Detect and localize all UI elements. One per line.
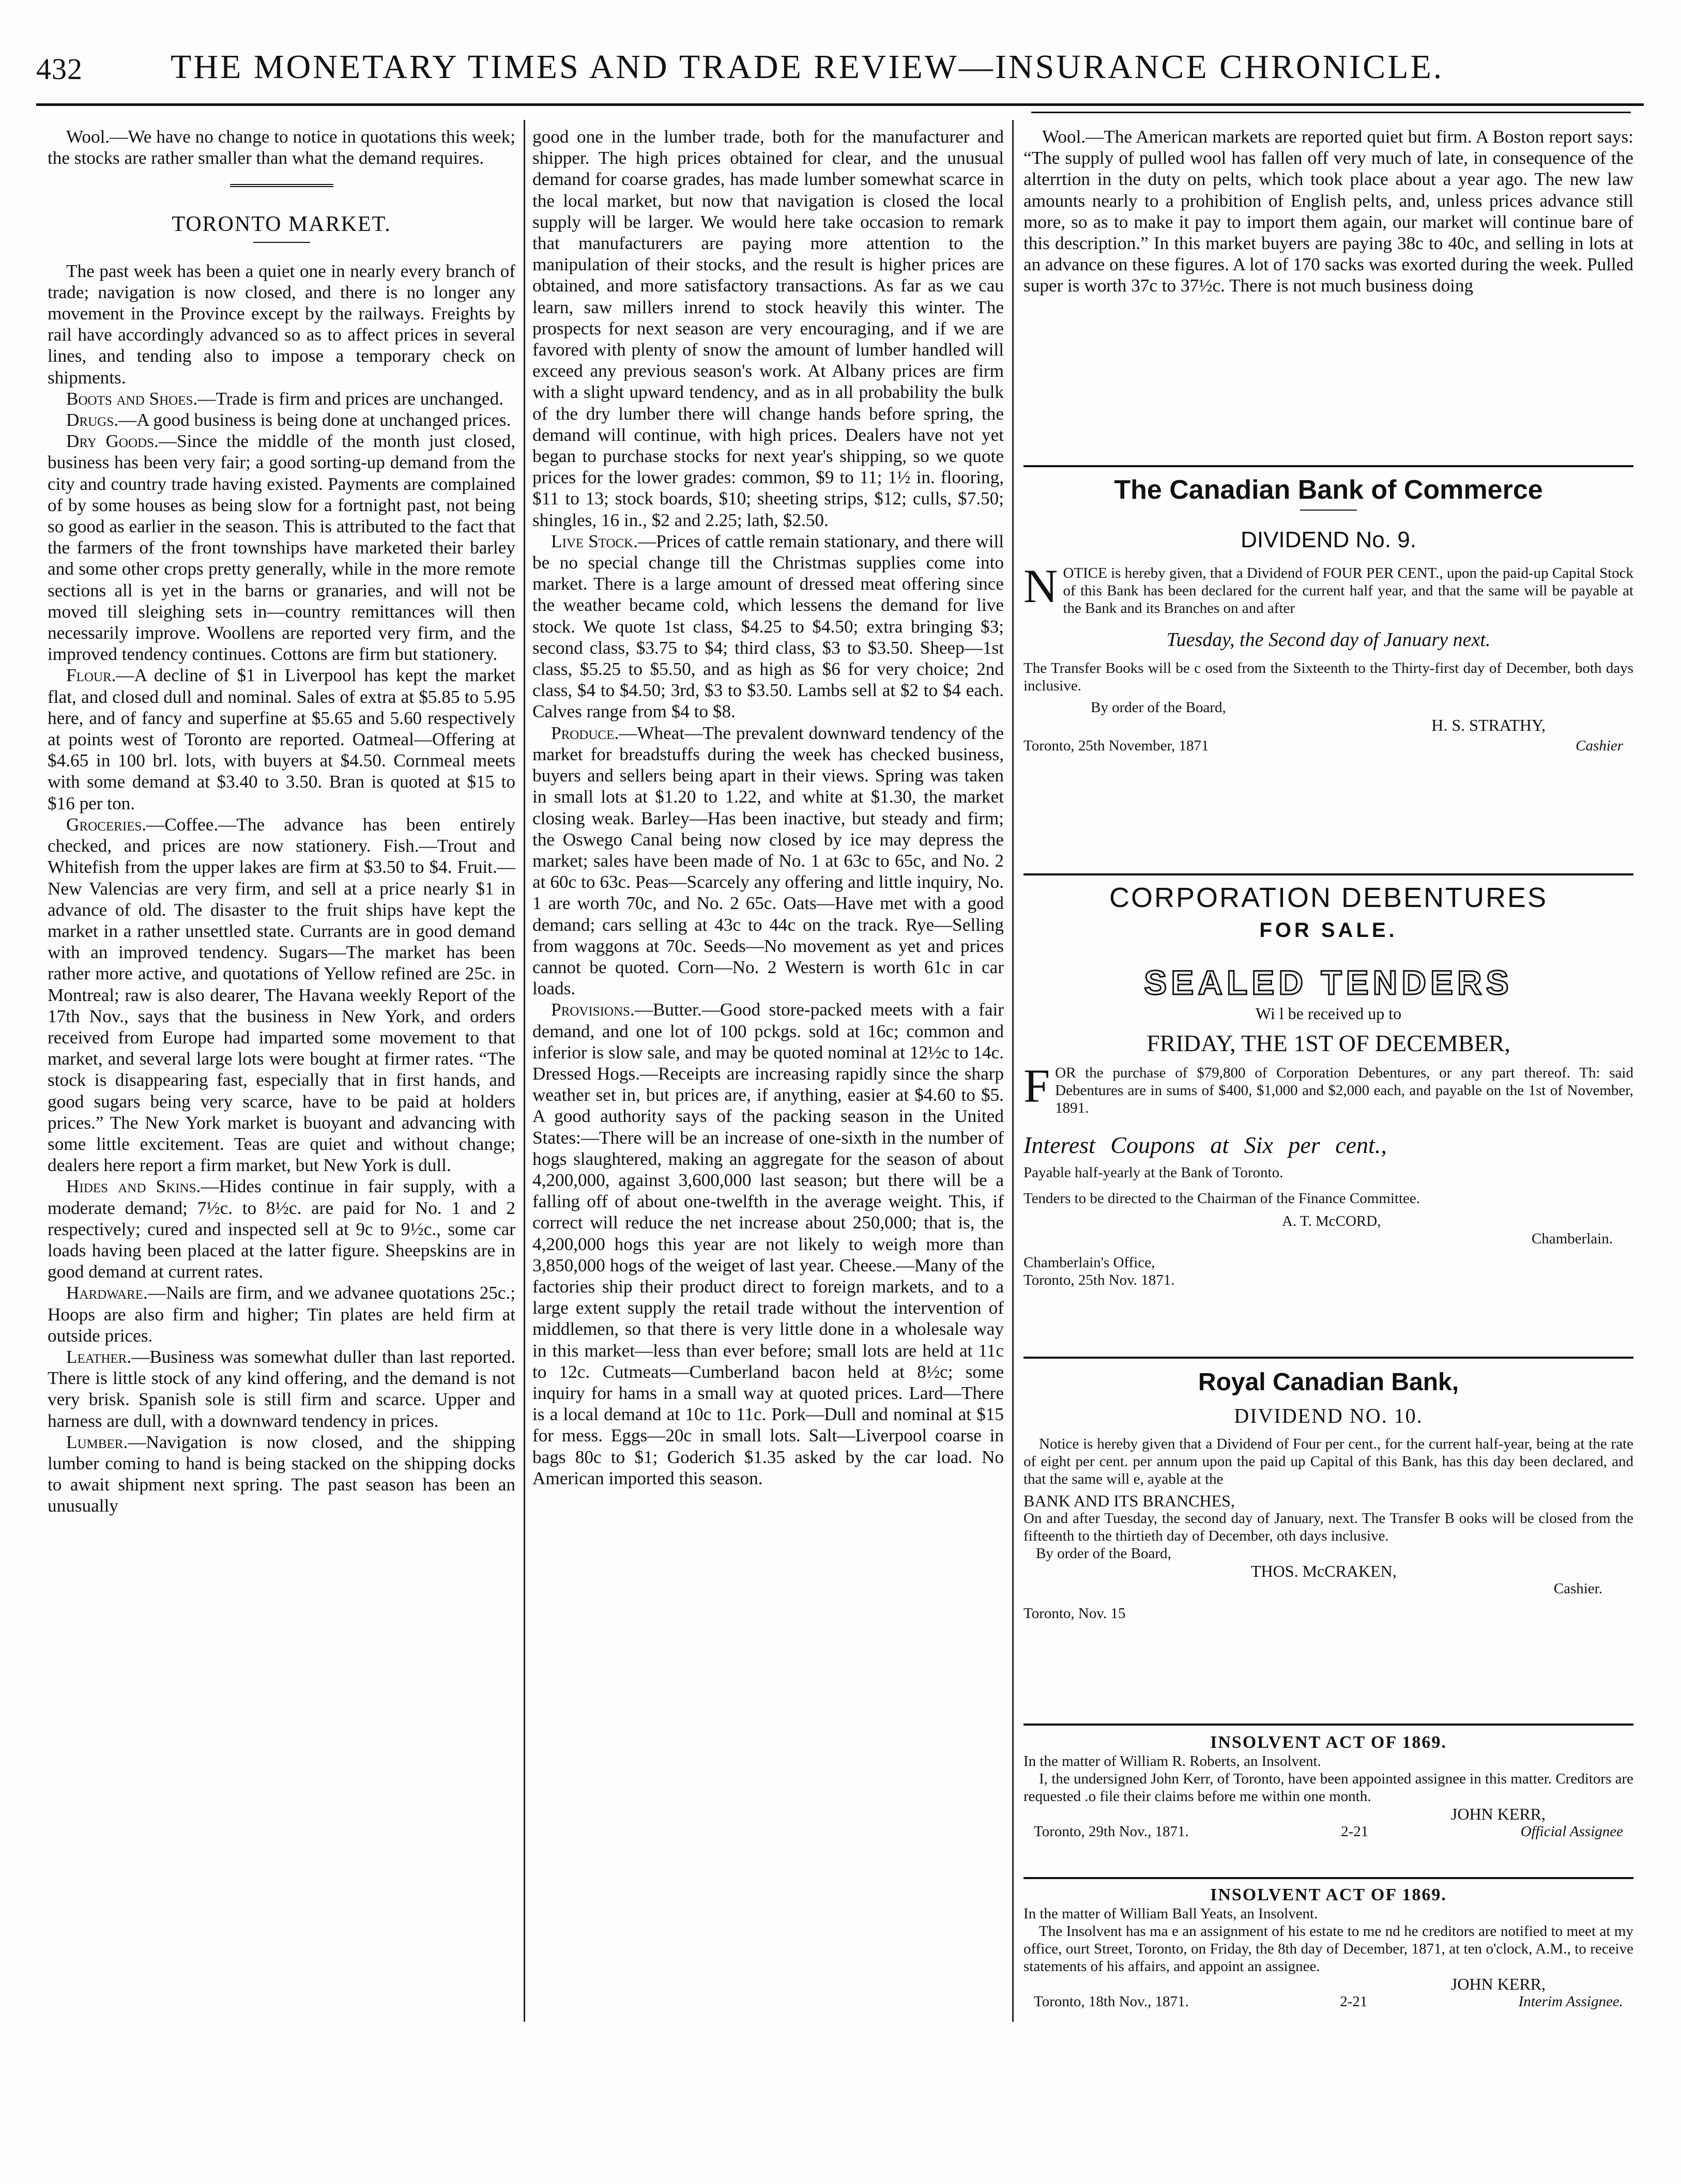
flour-paragraph: Flour.—A decline of $1 in Liverpool has kept the market flat, and closed dull and nominal. Sales of extra at $5.85 to 5.95 here, and of fancy and superfine at $5.65 and 5.60 respectively at points west of Toronto are reported. Oatmeal—Offering at $4.65 in 100 brl. lots, with buyers at $4.50. Cornmeal meets with some demand at $3.40 to 3.50. Bran is quoted at $15 to $16 per ton.	[48, 665, 515, 813]
live-stock-heading: Live Stock.	[551, 531, 638, 551]
lumber-paragraph: Lumber.—Navigation is now closed, and the shipping lumber coming to hand is being stacked on the shipping docks to await shipment next spring. The past season has been an unusually	[48, 1432, 515, 1516]
ad-royal-canadian-bank	[1023, 1357, 1633, 1622]
ad-footer	[1023, 737, 1633, 755]
provisions-paragraph: Provisions.—Butter.—Good store-packed meets with a fair demand, and one lot of 100 pckgs. sold at 16c; common and inferior is slow sale, and may be quoted nominal at 12½c to 14c. Dressed Hogs.—Receipts are increasing rapidly since the sharp weather set in, but prices are, if anything, easier at $4.60 to $5. A good authority says of the packing season in the United States:—There will be an increase of one-sixth in the number of hogs slaughtered, making an aggregate for the season of about 4,200,000, against 3,600,000 last season; but there will be a falling off of about one-twelfth in the average weight. This, if correct will reduce the net increase about 250,000; that is, the 4,200,000 hogs this year are not likely to weigh more than 3,850,000 hogs of the weiget of last year. Cheese.—Many of the factories ship their product direct to foreign markets, and to a large extent supply the retail trade without the intervention of middlemen, so that there is very little done in a wholesale way in this market—less than ever before; small lots are held at 11c to 12c. Cutmeats—Cumberland bacon held at 8½c; some inquiry for hams in a small way at quoted prices. Lard—There is a local demand at 10c to 11c. Pork—Dull and nominal at $15 for mess. Eggs—20c in small lots. Salt—Liverpool coarse in bags 80c to $1; Goderich $1.35 asked by the car load. No American imported this season.	[532, 999, 1004, 1488]
ad-place: Toronto, 29th Nov., 1871.	[1034, 1823, 1189, 1840]
flour-heading: Flour.	[66, 665, 116, 686]
ad-office: Chamberlain's Office,	[1023, 1254, 1155, 1271]
ad-body: FOR the purchase of $79,800 of Corporation Debentures, or any part thereof. Th: said Debentures are in sums of $400, $1,000 and $2,000 each, and payable on the 1st of November, 1891.	[1023, 1059, 1633, 1116]
ad-dividend: DIVIDEND No. 9.	[1241, 527, 1416, 552]
ad-deadline: FRIDAY, THE 1ST OF DECEMBER,	[1147, 1030, 1510, 1056]
ad-top-rule	[1023, 465, 1633, 467]
column-1	[48, 126, 515, 1517]
ad-title: Royal Canadian Bank,	[1198, 1368, 1459, 1396]
ad-title: CORPORATION DEBENTURES	[1109, 882, 1548, 913]
groceries-heading: Groceries.	[66, 814, 147, 835]
ad-role: Chamberlain.	[1531, 1231, 1613, 1247]
ad-place: Toronto, 25th Nov. 1871.	[1023, 1272, 1175, 1288]
leather-heading: Leather.	[66, 1346, 132, 1367]
groceries-paragraph: Groceries.—Coffee.—The advance has been entirely checked, and prices are now stationery. Fish.—Trout and Whitefish from the upper lakes are firm at $3.50 to $4. Fruit.—New Valencias are very firm, and sell at a price nearly $1 in advance of old. The disaster to the fruit ships have kept the market in a rather unsettled state. Currants are in good demand with an improved tendency. Sugars—The market has been rather more active, and quotations of Yellow refined are 25c. in Montreal; raw is also dearer, The Havana weekly Report of the 17th Nov., says that the business in New York, and orders received from Europe had imparted some movement to that market, and several large lots were bought at firmer rates. “The stock is disappearing fast, especially that in first hands, and good sugars being very scarce, have to be paid at holders prices.” The New York market is buoyant and advancing with some little excitement. Teas are quiet and without change; dealers here report a firm market, but New York is dull.	[48, 814, 515, 1176]
ad-payable: Payable half-yearly at the Bank of Toronto.	[1023, 1164, 1283, 1181]
dry-goods-heading: Dry Goods.	[66, 431, 159, 452]
ad-body: I, the undersigned John Kerr, of Toronto, have been appointed assignee in this matter. Creditors are requested .o file their claims before me within one month.	[1023, 1771, 1633, 1805]
ad-code: 2-21	[1341, 1823, 1369, 1840]
hides-paragraph: Hides and Skins.—Hides continue in fair supply, with a moderate demand; 7½c. to 8½c. are paid for No. 1 and 2 respectively; cured and inspected sell at 9c to 9½c., some car loads having been placed at the latter figure. Sheepskins are in good demand at current rates.	[48, 1176, 515, 1282]
ad-title: INSOLVENT ACT OF 1869.	[1210, 1885, 1447, 1904]
ad-signer: JOHN KERR,	[1450, 1975, 1546, 1993]
ad-signer: A. T. McCORD,	[1282, 1213, 1381, 1229]
column-divider-2	[1012, 120, 1014, 2022]
ad-order: By order of the Board,	[1036, 1545, 1171, 1562]
drugs-paragraph: Drugs.—A good business is being done at unchanged prices.	[66, 410, 511, 430]
ad-role: Interim Assignee.	[1518, 1993, 1623, 2010]
ad-order: By order of the Board,	[1091, 699, 1226, 716]
ad-role: Official Assignee	[1520, 1823, 1623, 1840]
ad-place: Toronto, Nov. 15	[1023, 1605, 1126, 1622]
ad-tenders: SEALED TENDERS	[1144, 963, 1513, 1002]
ad-title: The Canadian Bank of Commerce	[1114, 475, 1543, 505]
ad-interest: Interest Coupons at Six per cent.,	[1023, 1132, 1387, 1158]
column-2	[532, 126, 1004, 1489]
ad-notice: NOTICE is hereby given, that a Dividend of FOUR PER CENT., upon the paid-up Capital Stock of this Bank has been declared for the current half year, and that the same will be payable at the Bank and its Branches on and after	[1023, 560, 1633, 617]
ad-top-rule	[1023, 1357, 1633, 1359]
boots-paragraph: Boots and Shoes.—Trade is firm and prices are unchanged.	[66, 388, 503, 409]
section-divider	[230, 184, 333, 187]
ad-subtitle: FOR SALE.	[1259, 919, 1398, 942]
ad-role: Cashier.	[1553, 1580, 1602, 1597]
ad-matter: In the matter of William Ball Yeats, an Insolvent.	[1023, 1905, 1318, 1922]
lumber-continued: good one in the lumber trade, both for the manufacturer and shipper. The high prices obtained for clear, and the unusual demand for coarse grades, has made lumber somewhat scarce in the local market, but now that navigation is closed the local supply will be larger. We would here take occasion to remark that manufacturers are paying more attention to the manipulation of their stocks, and the result is higher prices are obtained, and more satisfactory transactions. As far as we cau learn, saw millers inrend to stock heavily this winter. The prospects for next season are very encouraging, and if we are favored with plenty of snow the amount of lumber handled will exceed any previous season's work. At Albany prices are firm with a slight upward tendency, and as in all probability the bulk of the dry lumber there will change hands before spring, the demand will continue, with high prices. Dealers have not yet began to purchase stocks for next year's shipping, so we quote prices for the lower grades: common, $9 to 11; 1½ in. flooring, $11 to 13; stock boards, $10; sheeting strips, $12; culls, $7.50; shingles, 16 in., $2 and 2.25; lath, $2.50.	[532, 127, 1004, 530]
ad-title: INSOLVENT ACT OF 1869.	[1210, 1733, 1447, 1752]
produce-paragraph: Produce.—Wheat—The prevalent downward tendency of the market for breadstuffs during the week has checked business, buyers and sellers being apart in their views. Spring was taken in small lots at $1.20 to 1.22, and white at $1.30, the market closing weak. Barley—Has been inactive, but steady and firm; the Oswego Canal being now closed by ice may depress the market; sales have been made of No. 1 at 63c to 65c, and No. 2 at 60c to 63c. Peas—Scarcely any offering and little inquiry, No. 1 are worth 70c, and No. 2 65c. Oats—Have met with a good demand; cars selling at 43c to 44c on the track. Rye—Selling from waggons at 70c. Seeds—No movement as yet and prices cannot be quoted. Corn—No. 2 Western is worth 61c in car loads.	[532, 722, 1004, 999]
ad-bank-of-commerce	[1023, 465, 1633, 755]
column-divider-1	[524, 120, 525, 2022]
ad-notice: Notice is hereby given that a Dividend of Four per cent., for the current half-year, being at the rate of eight per cent. per annum upon the paid up Capital of this Bank, has this day been declared, and that the same will e, ayable at the	[1023, 1436, 1633, 1487]
ad-divider	[1300, 510, 1357, 511]
hardware-paragraph: Hardware.—Nails are firm, and we advanee quotations 25c.; Hoops are also firm and higher; Tin plates are held firm at outside prices.	[48, 1283, 515, 1346]
ad-signer: JOHN KERR,	[1450, 1805, 1546, 1823]
ad-place: Toronto, 18th Nov., 1871.	[1034, 1993, 1189, 2010]
ad-top-rule	[1023, 1724, 1633, 1726]
wool-paragraph: Wool.—The American markets are reported quiet but firm. A Boston report says: “The supply of pulled wool has fallen off very much of late, in consequence of the alterrtion in the duty on pelts, which took place about a year ago. The new law amounts nearly to a prohibition of English pelts, and, unless prices advance still more, so as to make it pay to import them again, our market will continue bare of this description.” In this market buyers are paying 38c to 40c, and selling in lots at an advance on these figures. A lot of 170 sacks was exorted during the week. Pulled super is worth 37c to 37½c. There is not much business doing	[1023, 127, 1633, 296]
ad-branches: BANK AND ITS BRANCHES,	[1023, 1491, 1235, 1510]
ad-place: Toronto, 25th November, 1871	[1023, 737, 1209, 754]
ad-received: Wi l be received up to	[1255, 1004, 1402, 1023]
produce-heading: Produce.	[551, 722, 619, 743]
ad-signer: H. S. STRATHY,	[1431, 716, 1546, 734]
title-rule	[253, 242, 310, 243]
boots-heading: Boots and Shoes.	[66, 388, 198, 409]
section-title: TORONTO MARKET.	[172, 212, 391, 237]
header-rule-secondary	[1031, 112, 1631, 113]
ad-after: On and after Tuesday, the second day of January, next. The Transfer B ooks will be closed from the fifteenth to the thirtieth day of December, oth days inclusive.	[1023, 1510, 1633, 1544]
column-3	[1023, 126, 1633, 297]
ad-top-rule	[1023, 873, 1633, 875]
ad-dividend: DIVIDEND NO. 10.	[1234, 1404, 1423, 1427]
ad-matter: In the matter of William R. Roberts, an Insolvent.	[1023, 1753, 1321, 1770]
ad-insolvent-act-2	[1023, 1877, 1633, 2010]
hardware-heading: Hardware.	[66, 1283, 148, 1303]
ad-debentures	[1023, 873, 1633, 1289]
ad-transfer: The Transfer Books will be c osed from the Sixteenth to the Thirty-first day of December, both days inclusive.	[1023, 660, 1633, 694]
header-rule	[36, 103, 1644, 106]
masthead-title: THE MONETARY TIMES AND TRADE REVIEW—INSURANCE CHRONICLE.	[171, 48, 1444, 86]
lumber-heading: Lumber.	[66, 1432, 128, 1452]
wool-note: Wool.—We have no change to notice in quotations this week; the stocks are rather smaller than what the demand requires.	[48, 127, 515, 168]
ad-insolvent-act-1	[1023, 1724, 1633, 1840]
provisions-heading: Provisions.	[551, 999, 635, 1020]
ad-code: 2-21	[1340, 1993, 1368, 2010]
ad-role: Cashier	[1576, 737, 1623, 754]
ad-payment-date: Tuesday, the Second day of January next.	[1166, 629, 1491, 651]
drugs-heading: Drugs.	[66, 410, 118, 430]
live-stock-paragraph: Live Stock.—Prices of cattle remain stationary, and there will be no special change till the Christmas supplies come into market. There is a large amount of dressed meat offering since the weather became cold, which lessens the demand for live stock. We quote 1st class, $4.25 to $4.50; extra bringing $3; second class, $3.75 to $4; third class, $3 to $3.50. Sheep—1st class, $5.25 to $5.50, and as high as $6 for very choice; 2nd class, $4 to $4.50; 3rd, $3 to $3.50. Lambs sell at $2 to $4 each. Calves range from $4 to $8.	[532, 531, 1004, 722]
page-number: 432	[36, 52, 83, 86]
ad-signer: THOS. McCRAKEN,	[1251, 1562, 1397, 1580]
ad-footer	[1023, 1993, 1633, 2010]
ad-top-rule	[1023, 1877, 1633, 1879]
ad-footer	[1023, 1823, 1633, 1840]
page-header	[36, 48, 1644, 94]
market-intro: The past week has been a quiet one in nearly every branch of trade; navigation is now closed, and there is no longer any movement in the Province except by the railways. Freights by rail have accordingly advanced so as to affect prices in several lines, and tending also to impose a temporary check on shipments.	[48, 260, 515, 388]
hides-heading: Hides and Skins.	[66, 1176, 201, 1197]
leather-paragraph: Leather.—Business was somewhat duller than last reported. There is little stock of any kind offering, and the demand is not very brisk. Spanish sole is still firm and scarce. Upper and harness are dull, with a downward tendency in prices.	[48, 1346, 515, 1431]
ad-body: The Insolvent has ma e an assignment of his estate to me nd he creditors are notified to meet at my office, ourt Street, Toronto, on Friday, the 8th day of December, 1871, at ten o'clock, A.M., to receive statements of his affairs, and appoint an assignee.	[1023, 1923, 1633, 1975]
ad-directed: Tenders to be directed to the Chairman of the Finance Committee.	[1023, 1190, 1420, 1207]
dry-goods-paragraph: Dry Goods.—Since the middle of the month just closed, business has been very fair; a good sorting-up demand from the city and country trade having existed. Payments are complained of by some houses as being slow for a fortnight past, not being so good as earlier in the season. This is attributed to the fact that the farmers of the front townships have marketed their barley and some other crops pretty generally, while in the more remote sections all is yet in the barns or granaries, and will not be moved till sleighing sets in—country remittances will then necessarily improve. Woollens are reported very firm, and the improved tendency continues. Cottons are firm but stationery.	[48, 431, 515, 665]
